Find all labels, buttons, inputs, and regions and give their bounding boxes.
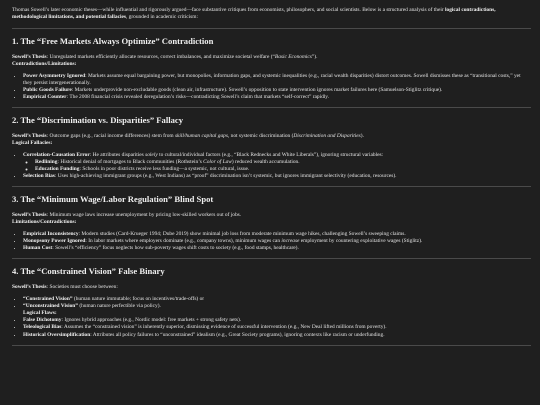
item-text: : In labor markets where employers dominate (e.g., company towns), minimum wages can [85,238,282,245]
book-title: Discrimination and Disparities [293,132,361,139]
subheading-colon: : [50,139,53,146]
item-label: “Unconstrained Vision” [23,303,78,309]
emphasis: skill/human capital gaps [174,132,228,139]
divider [12,186,531,187]
subheading [12,61,531,68]
item-text: : He attributes disparities [89,151,146,158]
thesis-label: Sowell’s Thesis [12,53,47,60]
thesis [12,284,531,291]
list-item [23,324,531,331]
subheading-label: Logical Fallacies [12,139,51,146]
thesis-label: Sowell’s Thesis [12,132,47,139]
item-text: : Historical denial of mortgages to Black communities (Rothstein’s [57,159,204,166]
divider [12,107,531,108]
item-text: : Ignores hybrid approaches (e.g., Nordic model: free markets + strong safety nets). [61,317,242,324]
thesis-text-end: ”). [311,53,318,60]
item-label: Education Funding [35,166,80,173]
item-text: : Assumes the “constrained vision” is inherently superior, dismissing evidence of successful intervention (e.g., New Deal lifted millions from poverty). [61,324,387,331]
book-title: Basic Economics [274,53,312,60]
item-label: Human Cost [23,245,53,252]
item-label: Historical Oversimplification [23,331,91,338]
item-text: to cultural/individual factors (e.g., “Black Rednecks and White Liberals”), ignoring structural variables: [157,151,384,158]
section-title: 4. The “Constrained Vision” False Binary [12,266,165,277]
thesis-text-end: ). [360,132,364,139]
divider [12,345,531,346]
section-title: 2. The “Discrimination vs. Disparities” Fallacy [12,115,183,126]
emphasis: solely [145,151,158,158]
intro-bold-text: logical contradictions, methodological limitations, and potential fallacies [12,7,496,21]
critique-list [12,296,531,339]
item-text: : Markets assume equal bargaining power, but monopolies, information gaps, and systemic inequalities (e.g., racial wealth disparities) distort outcomes. Sowell dismisses these as “transitional costs,” yet they persist intergenerationally. [23,72,521,86]
item-text: : Uses high-achieving immigrant groups (e.g., West Indians) as “proof” discrimination isn’t systemic, but ignores immigrant selectivity (education, resources). [54,173,397,180]
list-item [23,296,531,303]
list-item [23,245,531,252]
list-item [23,94,531,101]
critique-list [12,231,531,252]
item-text: : Modern studies (Card-Krueger 1994; Dube 2019) show minimal job loss from moderate minimum wage hikes, challenging Sowell’s sweeping claims. [78,231,406,238]
divider [12,258,531,259]
list-item [23,332,531,339]
item-text: : Markets underprovide non-excludable goods (clean air, infrastructure). Sowell’s opposition to state intervention ignores market failures here (Samuelson-Stiglitz critique). [71,87,443,94]
thesis [12,212,531,219]
subheading-colon: : [54,310,57,317]
item-text: : Attributes all policy failures to “unconstrained” idealism (e.g., Great Society programs), ignoring contexts like racism or underfunding. [90,331,385,338]
sub-list [23,159,531,173]
critique-list [12,152,531,181]
list-item [23,303,531,317]
subheading-label: Limitations/Contradictions [12,218,75,225]
section-constrained-vision [12,266,531,338]
item-label: Public Goods Failure [23,87,72,94]
subheading-label: Logical Flaws [23,310,55,317]
thesis-text: : Societies must choose between: [46,283,118,290]
item-text: ) reduced wealth accumulation. [231,159,300,166]
intro-text-end: , grounded in academic criticism: [125,14,198,21]
item-label: Power Asymmetry Ignored [23,72,86,79]
list-item [23,152,531,173]
item-text: : Sowell’s “efficiency” focus neglects how sub-poverty wages shift costs to society (e.g., food stamps, healthcare). [52,245,299,252]
item-label: False Dichotomy [23,317,62,324]
thesis-text: : Unregulated markets efficiently allocate resources, correct imbalances, and maximize societal welfare (“ [46,53,275,60]
subheading [12,140,531,147]
thesis-text: , not systemic discrimination ( [227,132,294,139]
item-text: employment by countering exploitative wages (Stiglitz). [299,238,423,245]
emphasis: increase [281,238,300,245]
item-text: : The 2008 financial crisis revealed deregulation’s risks—contradicting Sowell’s claim that markets “self-correct” rapidly. [66,94,329,101]
thesis-label: Sowell’s Thesis [12,211,47,218]
intro-paragraph [12,7,531,21]
item-label: Empirical Counter [23,94,67,101]
item-label: Teleological Bias [23,324,62,331]
item-label: Redlining [35,159,58,166]
item-label: “Constrained Vision” [23,295,73,302]
subheading-label: Contradictions/Limitations [12,60,75,67]
section-title: 3. The “Minimum Wage/Labor Regulation” Blind Spot [12,194,214,205]
subheading [12,219,531,226]
item-label: Correlation-Causation Error [23,151,90,158]
item-label: Selection Bias [23,173,55,180]
item-text: (human nature perfectible via policy). [77,303,161,309]
thesis-text: : Minimum wage laws increase unemployment by pricing low-skilled workers out of jobs. [46,211,242,218]
list-item [23,173,531,180]
critique-list [12,73,531,102]
thesis-text: : Outcome gaps (e.g., racial income differences) stem from [46,132,175,139]
section-discrimination [12,115,531,180]
thesis [12,133,531,140]
thesis [12,54,531,61]
intro-text: Thomas Sowell’s later economic theses—while influential and rigorously argued—face substantive critiques from economists, philosophers, and social scientists. Below is a structured analysis of their [12,7,446,13]
section-title: 1. The “Free Markets Always Optimize” Contradiction [12,36,214,47]
thesis-label: Sowell’s Thesis [12,283,47,290]
section-free-markets [12,36,531,101]
book-title: Color of Law [203,159,232,166]
item-label: Empirical Inconsistency [23,231,79,238]
item-text: : Schools in poor districts receive less funding—a systemic, not cultural, issue. [79,166,250,173]
subheading-colon: : [74,218,77,225]
divider [12,28,531,29]
subheading-colon: : [74,60,77,67]
section-minimum-wage [12,194,531,252]
list-item [23,73,531,87]
item-text: (human nature immutable; focus on incentives/trade-offs) or [72,295,205,302]
item-label: Monopsony Power Ignored [23,238,86,245]
